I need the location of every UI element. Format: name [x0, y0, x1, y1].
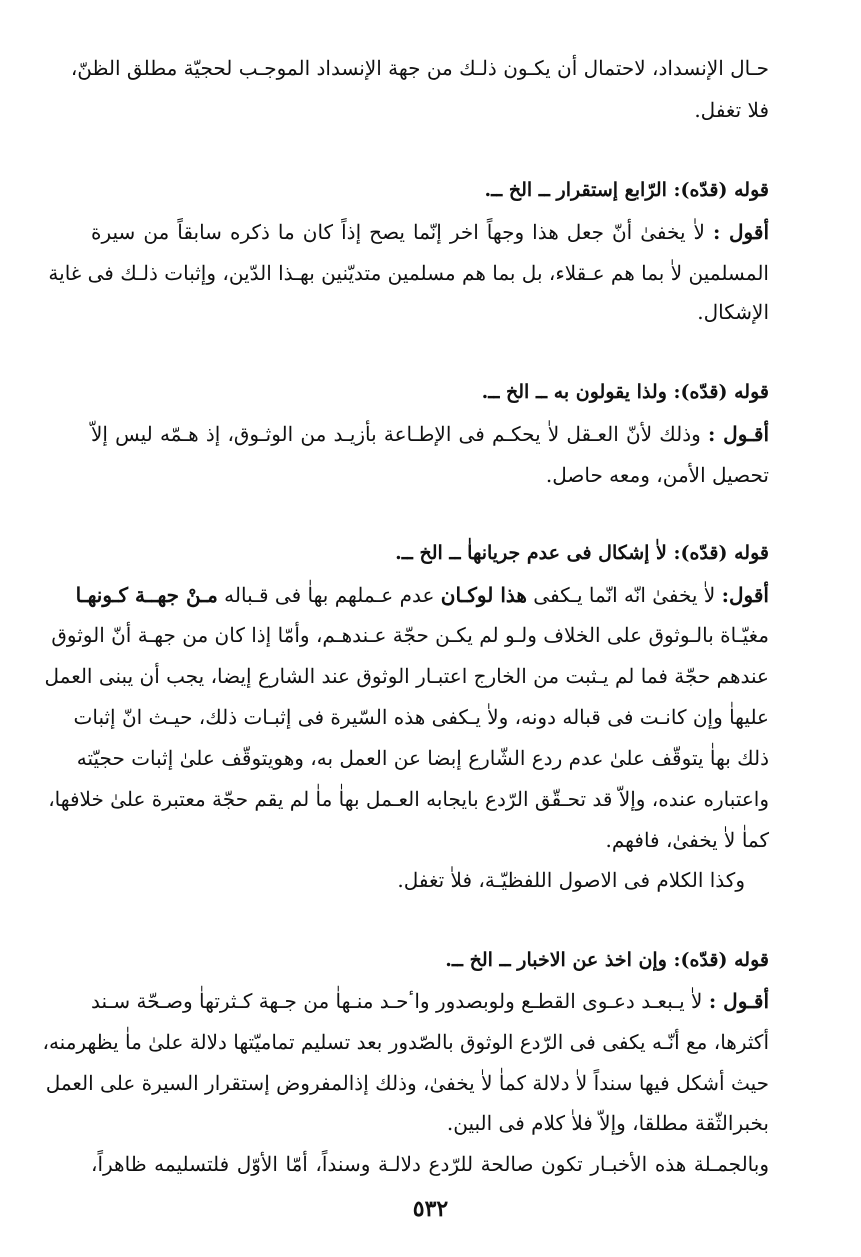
- text-line: حـال الإنسداد، لاحتمال أن يكـون ذلـك من جهة الإنسداد الموجـب لحجيّة مطلق الظنّ،: [70, 56, 769, 80]
- text-line: تحصيل الأمن، ومعه حاصل.: [545, 463, 769, 487]
- lead-word: أقول:: [721, 583, 769, 607]
- text-line: كماٰ لاٰ يخفىٰ، فافهم.: [605, 828, 769, 852]
- lead-word: أقول :: [713, 220, 769, 244]
- text-line: حيث أشكل فيها سنداً لاٰ دلالة كماٰ لاٰ يخفىٰ، وذلك إذالمفروض إستقرار السيرة على العمل: [45, 1071, 769, 1095]
- text-line: واعتباره عنده، وإلاّ قد تحـقّق الرّدع بايجابه العـمل بهاٰ ماٰ لم يقم حجّة معتبرة علىٰ خلافها،: [48, 787, 769, 811]
- text-line: ذلك بهاٰ يتوقّف علىٰ عدم ردع الشّارع إبضا عن العمل به، وهويتوقّف علىٰ إثبات حجيّته: [76, 746, 769, 770]
- page-number: ٥٣٢: [412, 1196, 449, 1222]
- line-text: لاٰ يخفىٰ أنّ جعل هذا وجهاً اخر إنّما يصح إذاً كان ما ذكره سابقاً من سيرة: [91, 220, 705, 244]
- text-line: عندهم حجّة فما لم يـثبت من الخارج اعتبـار الوثوق عند الشارع إيضا، يجب أن يبنى العمل: [44, 664, 769, 688]
- text-line: [91, 217, 769, 251]
- line-text: وذلك لأنّ العـقل لاٰ يحكـم فى الإطـاعة بأزيـد من الوثـوق، إذ هـمّه ليس إلاّ: [91, 422, 701, 446]
- text-line: [91, 986, 769, 1020]
- section-heading: قوله (قدّه): الرّابع إستقرار ــ الخ ــ.: [484, 179, 769, 201]
- section-heading: قوله (قدّه): وإن اخذ عن الاخبار ــ الخ ــ.: [445, 949, 769, 971]
- text-line: فلا تغفل.: [694, 98, 769, 122]
- section-heading: قوله (قدّه): ولذا يقولون به ــ الخ ــ.: [481, 381, 769, 403]
- bold-phrase: هذا لوكـان: [440, 583, 527, 607]
- text-line: بخبرالثّقة مطلقا، وإلاّ فلاٰ كلام فى البين.: [446, 1111, 769, 1135]
- line-text: لاٰ يخفىٰ انّه انّما يـكفى: [533, 583, 716, 607]
- text-line: وبالجمـلة هذه الأخبـار تكون صالحة للرّدع دلالـة وسنداً، أمّا الأوّل فلتسليمه ظاهراً،: [91, 1152, 769, 1176]
- text-line: عليهاٰ وإن كانـت فى قباله دونه، ولاٰ يـكفى هذه السّيرة فى إثبـات ذلك، حيـث انّ إثبات: [73, 705, 769, 729]
- bold-phrase: مـنْ جهــة كـونهـا: [75, 583, 218, 607]
- text-line: مغيّـاة بالـوثوق على الخلاف ولـو لم يكـن حجّة عـندهـم، وأمّا إذا كان من جهـة أنّ الوثوق: [51, 623, 769, 647]
- text-line: [75, 580, 769, 614]
- text-line: الإشكال.: [697, 300, 769, 324]
- lead-word: أقـول :: [708, 422, 770, 446]
- line-text: عدم عـملهم بهاٰ فى قـباله: [224, 583, 435, 607]
- section-heading: قوله (قدّه): لاٰ إشكال فى عدم جريانهاٰ ــ الخ ــ.: [395, 542, 769, 564]
- line-text: لاٰ يـبعـد دعـوى القطـع ولوبصدور واٴحـد منـهاٰ من جـهة كـثرتهاٰ وصـحّة سـند: [91, 989, 703, 1013]
- text-line: وكذا الكلام فى الاصول اللفظيّـة، فلاٰ تغفل.: [397, 868, 745, 892]
- text-line: [91, 419, 769, 453]
- text-line: المسلمين لاٰ بما هم عـقلاء، بل بما هم مسلمين متديّنين بهـذا الدّين، وإثبات ذلـك فى غاية: [48, 261, 769, 285]
- text-line: أكثرها، مع أنّـه يكفى فى الرّدع الوثوق بالصّدور بعد تسليم تماميّتها دلالة علىٰ ماٰ يظهرمنه،: [42, 1030, 769, 1054]
- lead-word: أقـول :: [708, 989, 770, 1013]
